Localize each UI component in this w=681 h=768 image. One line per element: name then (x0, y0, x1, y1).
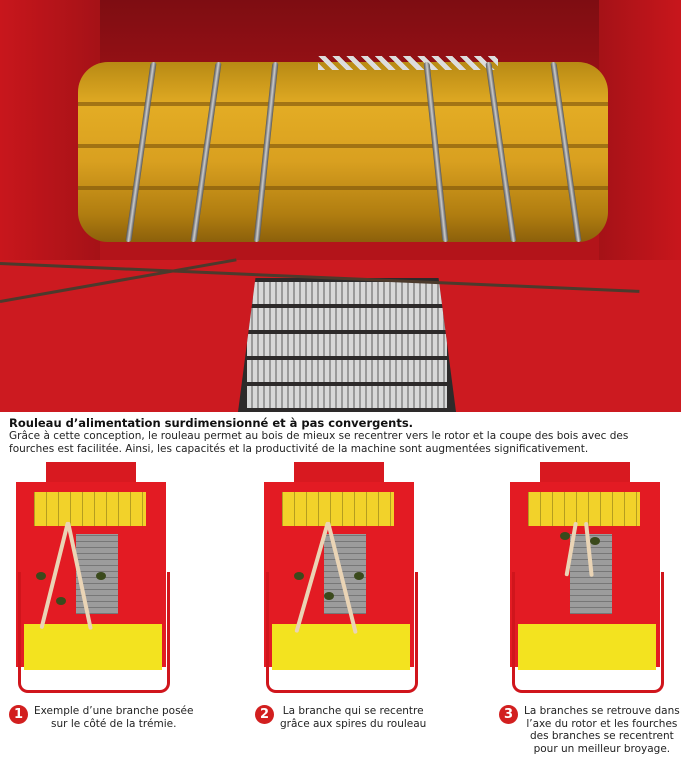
feed-roller (78, 62, 608, 242)
hopper-right-wall (599, 0, 681, 300)
step-text: La branche qui se recentre grâce aux spires du rouleau (280, 705, 427, 730)
step-number-badge: 3 (499, 705, 518, 724)
diagram-step-2 (254, 462, 426, 694)
step-text: La branches se retrouve dans l’axe du rotor et les fourches des branches se recentrent pour un meilleur broyage. (524, 705, 680, 755)
step-1 (9, 705, 193, 730)
step-number-badge: 1 (9, 705, 28, 724)
step-number-badge: 2 (255, 705, 274, 724)
caption-title: Rouleau d’alimentation surdimensionné et à pas convergents. (9, 416, 414, 430)
caption-body: Grâce à cette conception, le rouleau permet au bois de mieux se recentrer vers le rotor et la coupe des bois avec des fourches est facilitée. Ainsi, les capacités et la productivité de la machine sont augmentées significativement. (9, 430, 629, 455)
roller-teeth (318, 56, 498, 70)
diagram-step-1 (6, 462, 178, 694)
rotor-grate (238, 278, 456, 412)
step-3 (499, 705, 680, 755)
step-2 (255, 705, 426, 730)
diagram-step-3 (500, 462, 672, 694)
step-text: Exemple d’une branche posée sur le côté de la trémie. (34, 705, 194, 730)
